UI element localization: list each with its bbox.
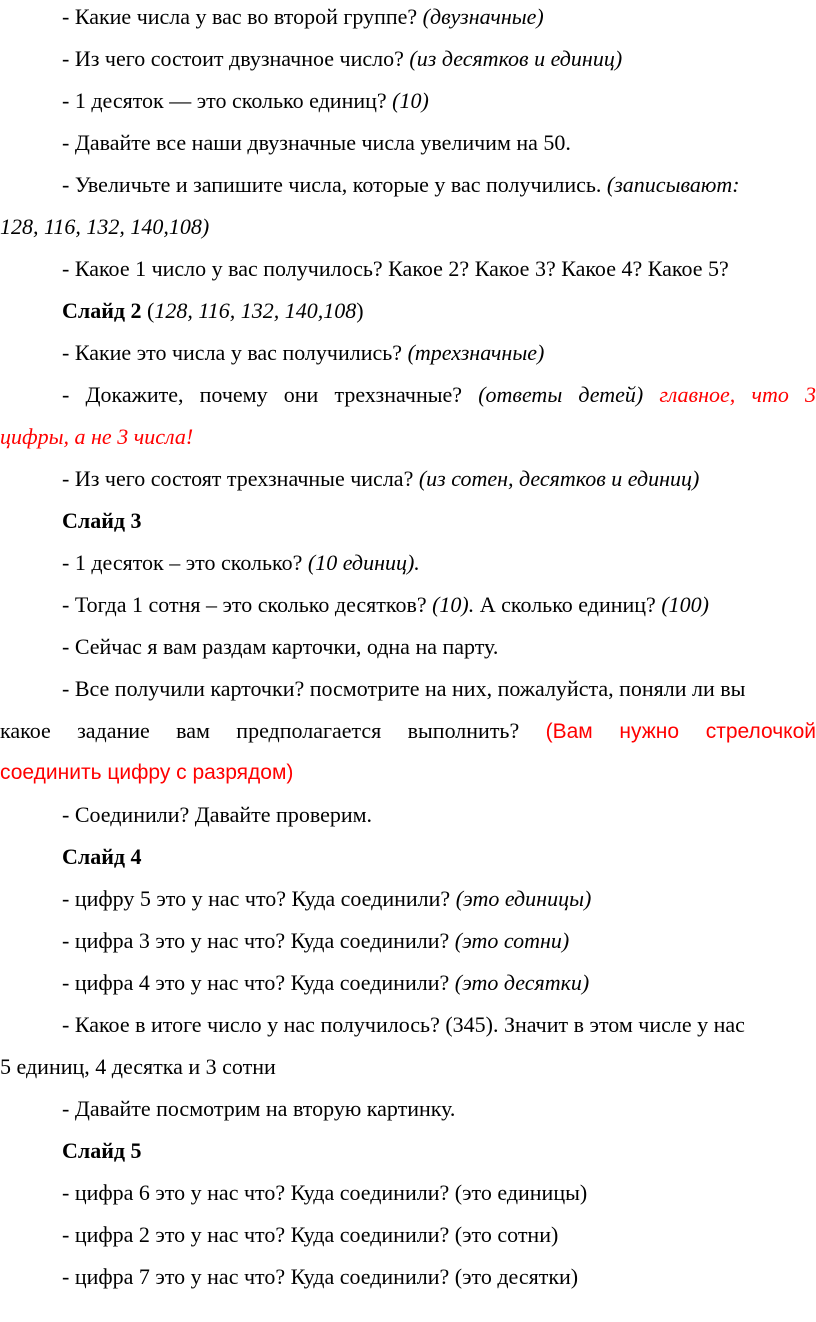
answer-text: (100) (661, 592, 709, 617)
question-text: - цифра 7 это у нас что? Куда соединили? (это десятки) (62, 1264, 579, 1289)
answer-text: (из десятков и единиц) (409, 46, 623, 71)
question-line (62, 4, 816, 30)
question-text: - Все получили карточки? посмотрите на них, пожалуйста, поняли ли вы (62, 676, 746, 701)
answer-text: (из сотен, десятков и единиц) (418, 466, 700, 491)
question-text: - цифру 5 это у нас что? Куда соединили? (62, 886, 456, 911)
red-note-continuation: соединить цифру с разрядом) (0, 761, 294, 784)
question-text: - Докажите, почему они трехзначные? (62, 382, 479, 407)
text-continuation: 5 единиц, 4 десятка и 3 сотни (0, 1054, 276, 1079)
slide-title: Слайд 5 (62, 1138, 142, 1163)
question-line (62, 466, 816, 492)
question-text: - цифра 4 это у нас что? Куда соединили? (62, 970, 455, 995)
answer-text: (трехзначные) (407, 340, 545, 365)
text-line (62, 1264, 816, 1290)
answer-text: (записывают: (606, 172, 740, 197)
question-text: - Из чего состоят трехзначные числа? (62, 466, 419, 491)
text-line (62, 676, 816, 702)
question-text: какое задание вам предполагается выполнить? (0, 718, 546, 743)
answer-text: (двузначные) (422, 4, 544, 29)
text-line (62, 1096, 816, 1122)
answer-text: 128, 116, 132, 140,108 (154, 298, 357, 323)
slide-title: Слайд 4 (62, 844, 142, 869)
question-text: - Давайте посмотрим на вторую картинку. (62, 1096, 456, 1121)
text-line (62, 1012, 816, 1038)
question-line (62, 592, 816, 618)
question-line (62, 382, 816, 408)
question-text: - цифра 2 это у нас что? Куда соединили? (это сотни) (62, 1222, 559, 1247)
question-text: - 1 десяток – это сколько? (62, 550, 308, 575)
question-text: - Тогда 1 сотня – это сколько десятков? (62, 592, 433, 617)
text-line (62, 802, 816, 828)
question-text: - Какое в итоге число у нас получилось? (345). Значит в этом числе у нас (62, 1012, 745, 1037)
question-text: А сколько единиц? (474, 592, 662, 617)
text-line (62, 1180, 816, 1206)
question-text: - Какие числа у вас во второй группе? (62, 4, 423, 29)
question-text: - цифра 6 это у нас что? Куда соединили? (это единицы) (62, 1180, 588, 1205)
question-text: - 1 десяток — это сколько единиц? (62, 88, 393, 113)
question-line (62, 928, 816, 954)
answer-text: (это десятки) (454, 970, 590, 995)
slide-title: Слайд 3 (62, 508, 142, 533)
question-line (62, 172, 816, 198)
red-note-continuation: цифры, а не 3 числа! (0, 424, 194, 449)
answer-text: (10). (432, 592, 475, 617)
question-text: - цифра 3 это у нас что? Куда соединили? (62, 928, 455, 953)
question-line (62, 970, 816, 996)
text-line (62, 1222, 816, 1248)
answer-text: (это единицы) (455, 886, 592, 911)
answer-text: (ответы детей) (478, 382, 644, 407)
text-line (62, 130, 816, 156)
answer-text: (это сотни) (454, 928, 570, 953)
question-text: - Соединили? Давайте проверим. (62, 802, 373, 827)
question-text: - Какое 1 число у вас получилось? Какое 2? Какое 3? Какое 4? Какое 5? (62, 256, 729, 281)
red-note: (Вам нужно стрелочкой (545, 720, 816, 743)
question-line (62, 340, 816, 366)
question-text: - Давайте все наши двузначные числа увеличим на 50. (62, 130, 571, 155)
answer-text: (10 единиц). (307, 550, 420, 575)
question-line (62, 550, 816, 576)
question-text: - Из чего состоит двузначное число? (62, 46, 410, 71)
question-text: - Какие это числа у вас получились? (62, 340, 408, 365)
slide-heading: Слайд 2 (128, 116, 132, 140,108) (62, 298, 364, 323)
question-line (0, 718, 816, 745)
question-line (62, 88, 816, 114)
slide-title: Слайд 2 (62, 298, 142, 323)
question-text: - Увеличьте и запишите числа, которые у вас получились. (62, 172, 607, 197)
question-line (62, 886, 816, 912)
question-line (62, 46, 816, 72)
text-line (62, 256, 816, 282)
answer-continuation: 128, 116, 132, 140,108) (0, 214, 210, 239)
answer-text: (10) (392, 88, 429, 113)
red-note: главное, что 3 (643, 382, 816, 407)
question-text: - Сейчас я вам раздам карточки, одна на парту. (62, 634, 499, 659)
text-line (62, 634, 816, 660)
